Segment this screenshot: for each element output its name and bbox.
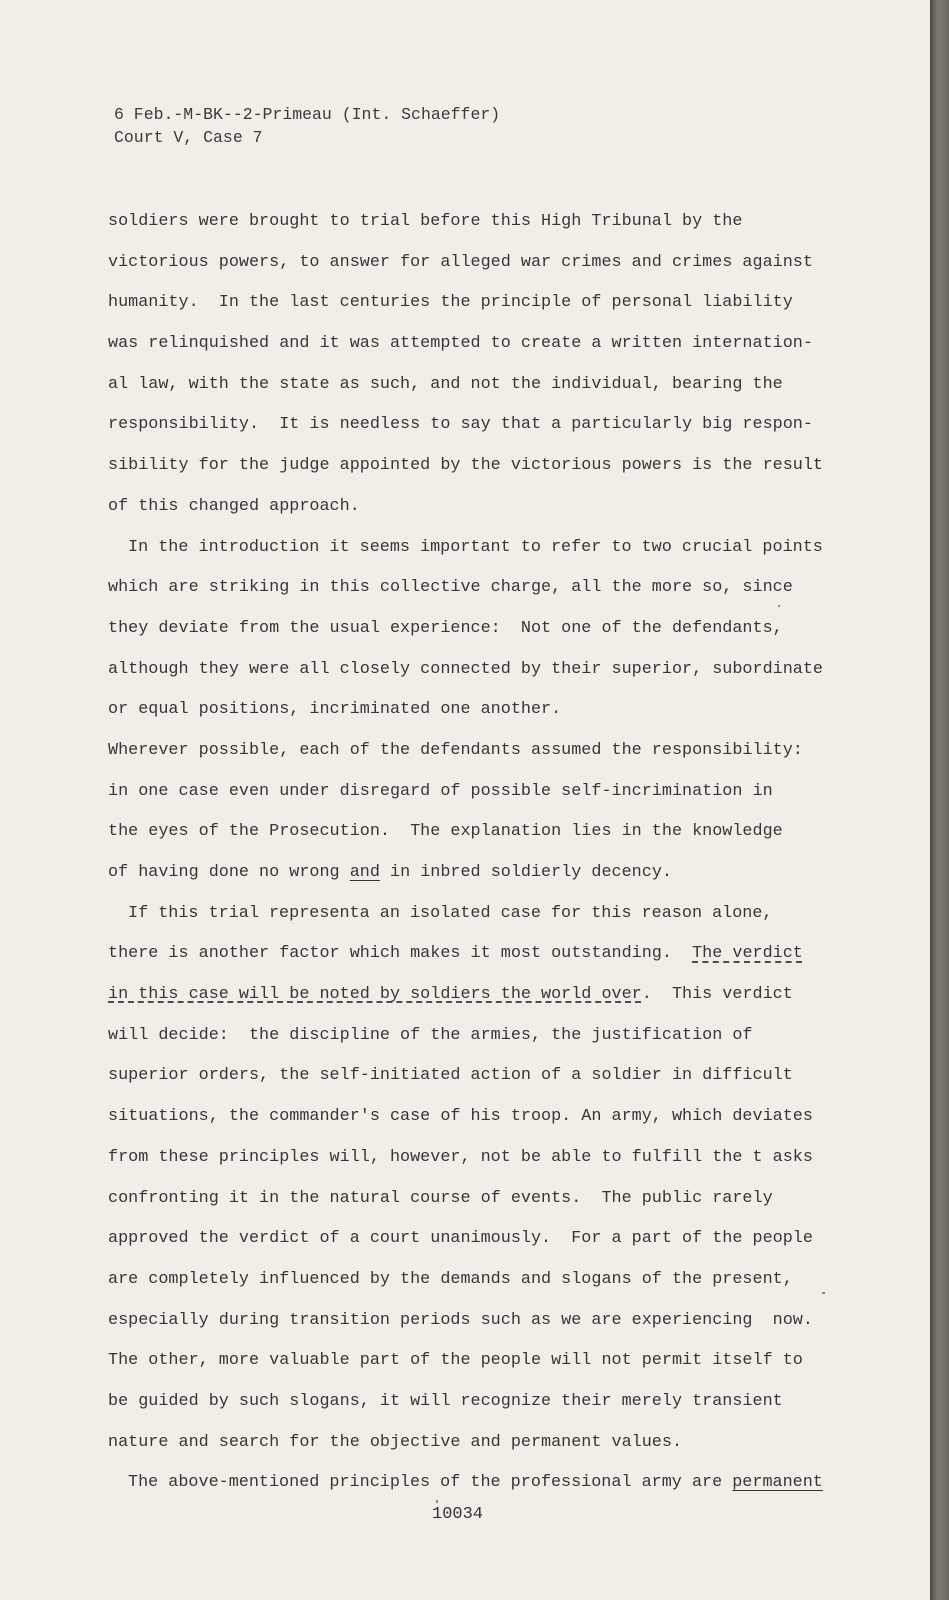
- text-line: approved the verdict of a court unanimously. For a part of the people: [108, 1229, 813, 1249]
- text-line: soldiers were brought to trial before this High Tribunal by the: [108, 212, 743, 231]
- text-line: humanity. In the last centuries the principle of personal liability: [108, 293, 793, 313]
- text-line: in one case even under disregard of possible self-incrimination in: [108, 781, 773, 801]
- text-line: will decide: the discipline of the armies, the justification of: [108, 1025, 753, 1045]
- text-segment: in inbred soldierly decency.: [379, 863, 672, 882]
- text-line: was relinquished and it was attempted to create a written internation-: [108, 334, 813, 354]
- header-line-1: 6 Feb.-M-BK--2-Primeau (Int. Schaeffer): [114, 105, 501, 124]
- text-segment: . This verdict: [641, 985, 793, 1005]
- stray-mark: [778, 605, 780, 607]
- text-line: If this trial representa an isolated case for this reason alone,: [128, 903, 773, 923]
- text-line: [108, 1463, 838, 1504]
- text-segment: The above-mentioned principles of the professional army are: [128, 1473, 733, 1493]
- stray-mark: [822, 1292, 825, 1294]
- text-line: they deviate from the usual experience: Not one of the defendants,: [108, 618, 783, 638]
- text-line: victorious powers, to answer for alleged war crimes and crimes against: [108, 252, 813, 272]
- text-line: responsibility. It is needless to say that a particularly big respon-: [108, 415, 813, 435]
- body-text: [108, 202, 838, 1504]
- text-line: especially during transition periods such as we are experiencing now.: [108, 1310, 813, 1330]
- text-line: from these principles will, however, not be able to fulfill the t asks: [108, 1147, 813, 1167]
- text-line: of this changed approach.: [108, 496, 360, 516]
- text-segment: there is another factor which makes it most outstanding.: [108, 944, 693, 964]
- text-line: be guided by such slogans, it will recognize their merely transient: [108, 1391, 783, 1411]
- page-edge: [930, 0, 949, 1600]
- text-line: [108, 934, 838, 975]
- underlined-text: in this case will be noted by soldiers the world over: [108, 985, 642, 1005]
- underlined-text: and: [349, 863, 380, 882]
- text-line: the eyes of the Prosecution. The explanation lies in the knowledge: [108, 822, 783, 842]
- text-line: al law, with the state as such, and not the individual, bearing the: [108, 374, 783, 394]
- text-line: In the introduction it seems important to refer to two crucial points: [128, 537, 823, 557]
- text-line: situations, the commander's case of his troop. An army, which deviates: [108, 1107, 813, 1127]
- text-line: [108, 975, 838, 1016]
- text-line: sibility for the judge appointed by the victorious powers is the result: [108, 456, 823, 476]
- header-line-2: Court V, Case 7: [114, 128, 263, 147]
- text-line: which are striking in this collective charge, all the more so, since: [108, 578, 793, 598]
- document-header: [114, 103, 500, 149]
- text-line: nature and search for the objective and permanent values.: [108, 1432, 683, 1452]
- text-line: Wherever possible, each of the defendants assumed the responsibility:: [108, 740, 803, 760]
- text-line: or equal positions, incriminated one another.: [108, 700, 562, 720]
- text-line: are completely influenced by the demands and slogans of the present,: [108, 1269, 793, 1289]
- text-line: [108, 853, 838, 894]
- underlined-text: permanent: [732, 1473, 823, 1493]
- text-line: confronting it in the natural course of events. The public rarely: [108, 1188, 773, 1208]
- stray-mark: [436, 1500, 438, 1503]
- text-line: although they were all closely connected by their superior, subordinate: [108, 659, 823, 679]
- page-number: 10034: [432, 1505, 484, 1524]
- underlined-text: The verdict: [692, 944, 803, 964]
- text-segment: of having done no wrong: [108, 863, 350, 882]
- text-line: superior orders, the self-initiated action of a soldier in difficult: [108, 1066, 793, 1086]
- text-line: The other, more valuable part of the people will not permit itself to: [108, 1351, 803, 1371]
